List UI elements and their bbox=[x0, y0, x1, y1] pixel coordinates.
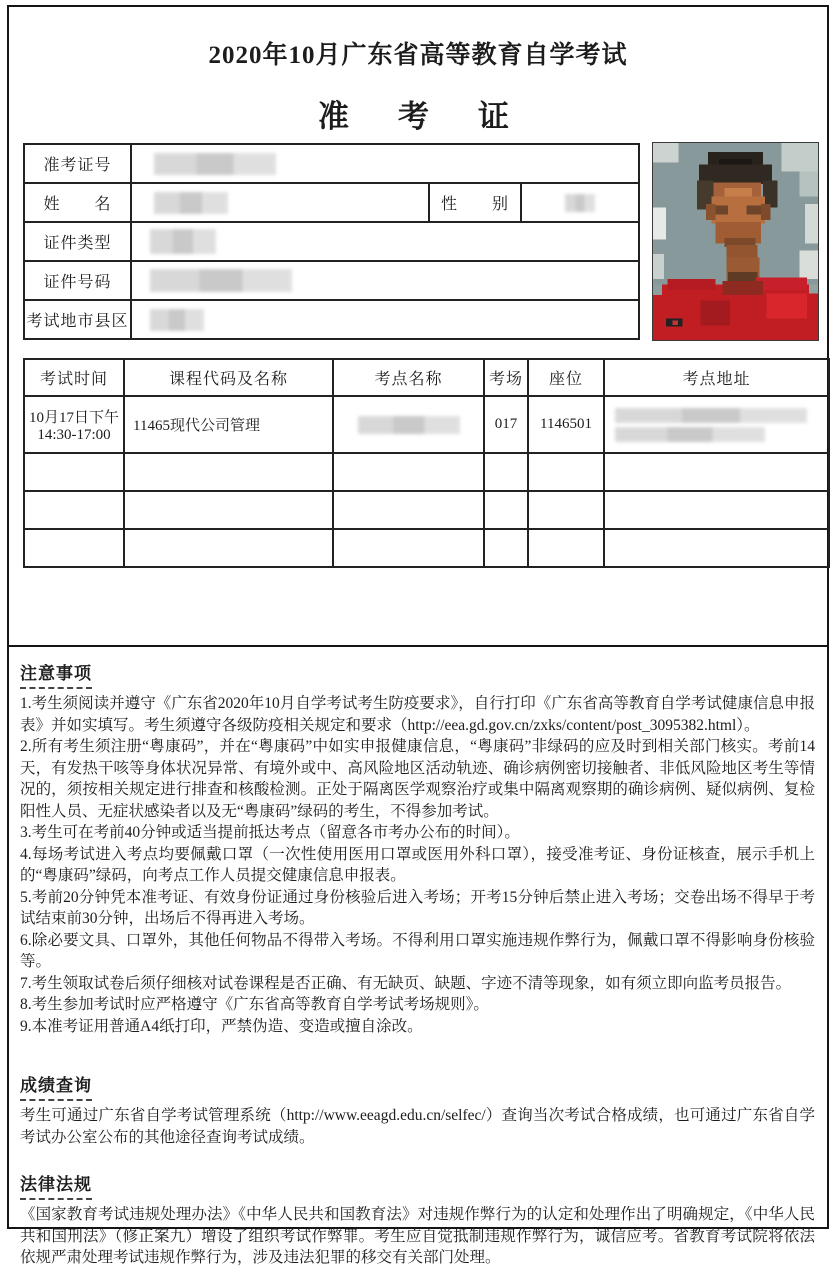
exam-city-value bbox=[131, 300, 639, 339]
exam-row bbox=[24, 396, 829, 453]
exam-row-empty bbox=[24, 491, 829, 529]
score-query-body: 考生可通过广东省自学考试管理系统（http://www.eeagd.edu.cn/selfec/）查询当次考试合格成绩，也可通过广东省自学考试办公室公布的其他途径查询考试成绩。 bbox=[20, 1107, 815, 1146]
redacted-name bbox=[154, 192, 228, 214]
gender-value bbox=[521, 183, 639, 222]
redacted-site-address bbox=[605, 408, 828, 442]
header-site-name: 考点名称 bbox=[333, 359, 484, 396]
notes-list bbox=[20, 693, 815, 1037]
id-type-value bbox=[131, 222, 639, 261]
score-query-heading: 成绩查询 bbox=[20, 1071, 92, 1101]
note-item-4: 4.每场考试进入考点均要佩戴口罩（一次性使用医用口罩或医用外科口罩），接受准考证、身份证核查，展示手机上的“粤康码”绿码，向考点工作人员提交健康信息申报表。 bbox=[20, 845, 815, 884]
exam-time-line1: 10月17日下午 bbox=[28, 409, 119, 426]
site-name-cell bbox=[333, 396, 484, 453]
table-row bbox=[24, 183, 639, 222]
note-item-3: 3.考生可在考前40分钟或适当提前抵达考点（留意各市考办公布的时间）。 bbox=[20, 824, 520, 841]
exam-row-empty bbox=[24, 529, 829, 567]
name-value bbox=[131, 183, 429, 222]
candidate-photo-mosaic bbox=[653, 143, 818, 340]
table-header-row bbox=[24, 359, 829, 396]
ticket-no-label: 准考证号 bbox=[24, 144, 131, 183]
note-item-7: 7.考生领取试卷后须仔细核对试卷课程是否正确、有无缺页、缺题、字迹不清等现象，如有须立即向监考员报告。 bbox=[20, 974, 792, 992]
seat-cell: 1146501 bbox=[528, 396, 604, 453]
redacted-exam-city bbox=[150, 309, 204, 331]
room-cell: 017 bbox=[484, 396, 528, 453]
note-item-6: 6.除必要文具、口罩外，其他任何物品不得带入考场。不得利用口罩实施违规作弊行为，佩戴口罩不得影响身份核验等。 bbox=[20, 931, 815, 970]
redacted-address-line2 bbox=[615, 427, 765, 442]
redacted-id-no bbox=[150, 269, 292, 292]
legal-heading: 法律法规 bbox=[20, 1170, 92, 1200]
notes-section bbox=[9, 649, 827, 1269]
page-title: 准 考 证 bbox=[318, 99, 518, 134]
note-item-9: 9.本准考证用普通A4纸打印，严禁伪造、变造或擅自涂改。 bbox=[20, 1017, 423, 1035]
exam-session-title: 2020年10月广东省高等教育自学考试 bbox=[208, 42, 628, 69]
note-item-5: 5.考前20分钟凭本准考证、有效身份证通过身份核验后进入考场；开考15分钟后禁止进入考场；交卷出场不得早于考试结束前30分钟，出场后不得再进入考场。 bbox=[20, 888, 815, 927]
redacted-gender bbox=[565, 194, 595, 212]
candidate-photo bbox=[652, 142, 819, 341]
header-site-address: 考点地址 bbox=[604, 359, 829, 396]
gender-label: 性 别 bbox=[429, 183, 521, 222]
id-no-label: 证件号码 bbox=[24, 261, 131, 300]
top-section bbox=[9, 7, 827, 647]
redacted-address-line1 bbox=[615, 408, 807, 423]
note-item-2: 2.所有考生须注册“粤康码”，并在“粤康码”中如实申报健康信息，“粤康码”非绿码的应及时到相关部门核实。考前14天，有发热干咳等身体状况异常、有境外或中、高风险地区活动轨迹、确诊病例密切接触者、非低风险地区考生等情况的，须按相关规定进行排查和核酸检测。正处于隔离医学观察治疗或集中隔离观察期的确诊病例、疑似病例、复检阳性人员、无症状感染者以及无“粤康码”绿码的考生，不得参加考试。 bbox=[20, 738, 815, 820]
header-course: 课程代码及名称 bbox=[124, 359, 333, 396]
admission-ticket-sheet bbox=[7, 5, 829, 1266]
table-row bbox=[24, 144, 639, 183]
id-type-label: 证件类型 bbox=[24, 222, 131, 261]
header-exam-time: 考试时间 bbox=[24, 359, 124, 396]
site-address-cell bbox=[604, 396, 829, 453]
exam-city-label: 考试地市县区 bbox=[24, 300, 131, 339]
name-label: 姓 名 bbox=[24, 183, 131, 222]
notes-heading: 注意事项 bbox=[20, 659, 92, 689]
candidate-info-table bbox=[23, 143, 640, 340]
ticket-no-value bbox=[131, 144, 639, 183]
redacted-id-type bbox=[150, 229, 216, 254]
header-room: 考场 bbox=[484, 359, 528, 396]
table-row bbox=[24, 222, 639, 261]
exam-time-cell bbox=[24, 396, 124, 453]
note-item-8: 8.考生参加考试时应严格遵守《广东省高等教育自学考试考场规则》。 bbox=[20, 996, 489, 1013]
note-item-1: 1.考生须阅读并遵守《广东省2020年10月自学考试考生防疫要求》，自行打印《广东省高等教育自学考试健康信息申报表》并如实填写。考生须遵守各级防疫相关规定和要求（http://eea.gd.gov.cn/zxks/content/post_3095382.html）。 bbox=[20, 695, 815, 734]
exam-row-empty bbox=[24, 453, 829, 491]
table-row bbox=[24, 300, 639, 339]
legal-body: 《国家教育考试违规处理办法》《中华人民共和国教育法》对违规作弊行为的认定和处理作出了明确规定，《中华人民共和国刑法》（修正案九）增设了组织考试作弊罪。考生应自觉抵制违规作弊行为，诚信应考。省教育考试院将依法依规严肃处理考试违规作弊行为，涉及违法犯罪的移交有关部门处理。 bbox=[20, 1206, 815, 1266]
exam-time-line2: 14:30-17:00 bbox=[37, 426, 111, 443]
table-row bbox=[24, 261, 639, 300]
redacted-ticket-no bbox=[154, 153, 276, 175]
id-no-value bbox=[131, 261, 639, 300]
exam-schedule-table bbox=[23, 358, 830, 568]
header-seat: 座位 bbox=[528, 359, 604, 396]
course-cell: 11465现代公司管理 bbox=[124, 396, 333, 453]
redacted-site-name bbox=[358, 416, 460, 434]
